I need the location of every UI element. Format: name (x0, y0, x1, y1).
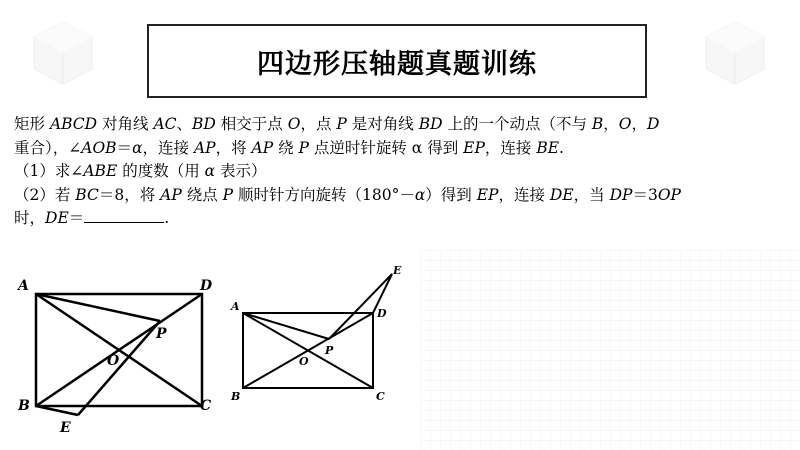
text-segment: ， (603, 115, 619, 133)
text-segment: OP (657, 185, 681, 204)
text-segment: 、 (176, 115, 193, 133)
text-segment: 的度数（用 (117, 162, 205, 180)
text-segment: α (132, 138, 143, 157)
text-segment: 矩形 (14, 115, 50, 133)
text-segment: P (298, 138, 309, 157)
text-segment: EP (476, 185, 499, 204)
text-segment: ，当 (573, 185, 610, 204)
text-segment: BE (536, 138, 560, 157)
answer-blank[interactable] (84, 207, 164, 223)
label-d: D (377, 307, 387, 320)
title-box (147, 24, 647, 98)
text-segment: ，将 (215, 138, 252, 157)
text-segment: D (647, 115, 660, 133)
text-segment: ， (631, 115, 648, 133)
text-segment: AP (251, 138, 274, 157)
text-segment: AP (193, 138, 216, 157)
cube-decoration-icon (28, 18, 98, 88)
label-e: E (60, 420, 71, 436)
label-p: P (156, 326, 167, 342)
text-segment: . (559, 138, 564, 157)
figure-1 (10, 262, 222, 448)
text-segment: 表示） (215, 162, 267, 180)
text-segment: BC (75, 185, 99, 204)
label-e: E (393, 264, 402, 277)
cube-decoration-icon (700, 18, 770, 88)
text-segment: 绕 (273, 138, 299, 157)
text-segment: ）得到 (425, 185, 477, 204)
text-segment: ＝3 (632, 185, 658, 204)
question-2-continued: 时，DE＝ . (14, 209, 170, 227)
text-segment: α (414, 185, 426, 204)
text-segment: 重合），∠ (14, 138, 82, 157)
text-segment: B (591, 115, 604, 133)
label-a: A (18, 278, 29, 294)
text-segment: AP (160, 185, 182, 204)
text-segment: 上的一个动点（不与 (442, 115, 592, 133)
text-segment: ＝ (116, 138, 133, 157)
text-segment: P (336, 115, 347, 133)
text-segment: ABE (83, 162, 118, 180)
label-c: C (200, 398, 212, 414)
label-b: B (18, 398, 30, 414)
text-segment: （2）若 (14, 185, 76, 204)
text-segment: EP (463, 138, 485, 157)
question-2 (14, 184, 794, 208)
text-segment: ＝8，将 (98, 185, 161, 204)
problem-text (14, 113, 794, 231)
label-d: D (200, 278, 213, 294)
text-segment: O (618, 115, 632, 133)
text-segment: ，点 (300, 115, 337, 133)
text-segment: AC (153, 115, 177, 133)
question-1 (14, 160, 794, 184)
problem-line-1 (14, 113, 794, 137)
label-a: A (231, 300, 240, 313)
label-p: P (325, 344, 334, 357)
text-segment: （1）求∠ (14, 162, 84, 180)
text-segment: O (287, 115, 301, 133)
text-segment: 点逆时针旋转 α 得到 (308, 138, 464, 157)
text-segment: 相交于点 (215, 115, 288, 133)
label-o: O (299, 355, 309, 368)
label-b: B (231, 390, 241, 403)
text-segment: ，连接 (142, 138, 194, 157)
page-title: 四边形压轴题真题训练 (257, 48, 537, 80)
problem-line-2 (14, 137, 794, 161)
text-segment: BD (418, 115, 443, 133)
text-segment: ，连接 (498, 185, 550, 204)
text-segment: AOB (81, 138, 117, 157)
text-segment: ABCD (49, 115, 98, 133)
text-segment: DE (45, 209, 69, 227)
text-segment: 绕点 (181, 185, 223, 204)
text-segment: BD (192, 115, 216, 133)
label-o: O (107, 353, 120, 369)
text-segment: DP (609, 185, 633, 204)
text-segment: 对角线 (97, 115, 154, 133)
label-c: C (376, 390, 385, 403)
text-segment: ＝ (68, 209, 85, 227)
text-segment: 是对角线 (346, 115, 419, 133)
figure-2 (226, 262, 412, 412)
text-segment: 时， (14, 209, 46, 227)
background-grid (420, 250, 800, 450)
text-segment: DE (549, 185, 574, 204)
text-segment: α (204, 162, 216, 180)
text-segment: ，连接 (484, 138, 537, 157)
text-segment: 顺时针方向旋转（180°－ (233, 185, 415, 204)
text-segment: P (222, 185, 234, 204)
